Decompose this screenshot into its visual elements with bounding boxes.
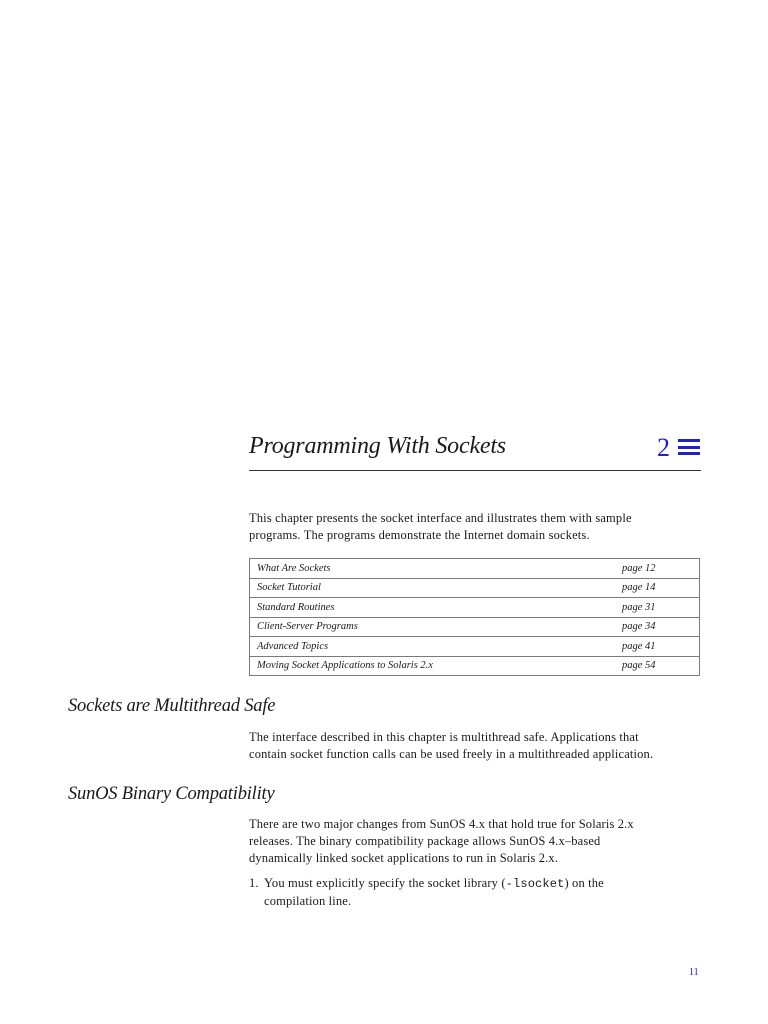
paragraph-line: The interface described in this chapter is multithread safe. Applications that xyxy=(249,730,639,744)
toc-page: page 14 xyxy=(622,578,700,598)
table-row xyxy=(250,637,700,657)
paragraph-line: contain socket function calls can be used freely in a multithreaded application. xyxy=(249,747,654,761)
code-snippet: -lsocket xyxy=(505,877,565,891)
toc-page: page 31 xyxy=(622,598,700,618)
section-paragraph xyxy=(249,729,719,763)
chapter-contents-table xyxy=(249,558,700,676)
section-paragraph xyxy=(249,816,719,867)
table-row xyxy=(250,656,700,676)
toc-topic: Client-Server Programs xyxy=(250,617,623,637)
section-heading: Sockets are Multithread Safe xyxy=(68,696,276,716)
table-row xyxy=(250,578,700,598)
paragraph-line: dynamically linked socket applications to run in Solaris 2.x. xyxy=(249,851,559,865)
title-divider xyxy=(249,470,701,471)
toc-topic: Advanced Topics xyxy=(250,637,623,657)
list-line: compilation line. xyxy=(264,894,352,908)
table-row xyxy=(250,617,700,637)
paragraph-line: releases. The binary compatibility package allows SunOS 4.x–based xyxy=(249,834,601,848)
toc-page: page 34 xyxy=(622,617,700,637)
toc-topic: Moving Socket Applications to Solaris 2.x xyxy=(250,656,623,676)
section-heading: SunOS Binary Compatibility xyxy=(68,784,275,804)
intro-line: programs. The programs demonstrate the Internet domain sockets. xyxy=(249,528,590,542)
chapter-marker-icon xyxy=(678,439,700,459)
list-text-part: ) on the xyxy=(564,876,604,890)
intro-line: This chapter presents the socket interface and illustrates them with sample xyxy=(249,511,632,525)
page-number: 11 xyxy=(689,967,699,978)
toc-topic: What Are Sockets xyxy=(250,559,623,579)
chapter-number: 2 xyxy=(657,433,670,462)
toc-page: page 54 xyxy=(622,656,700,676)
table-row xyxy=(250,598,700,618)
list-line xyxy=(264,875,604,893)
toc-page: page 41 xyxy=(622,637,700,657)
chapter-title: Programming With Sockets xyxy=(249,433,506,459)
toc-topic: Socket Tutorial xyxy=(250,578,623,598)
list-text-part: You must explicitly specify the socket library ( xyxy=(264,876,506,890)
toc-topic: Standard Routines xyxy=(250,598,623,618)
toc-page: page 12 xyxy=(622,559,700,579)
list-text xyxy=(264,875,604,910)
intro-paragraph xyxy=(249,510,719,544)
paragraph-line: There are two major changes from SunOS 4.x that hold true for Solaris 2.x xyxy=(249,817,634,831)
list-number: 1. xyxy=(249,876,259,890)
table-row xyxy=(250,559,700,579)
